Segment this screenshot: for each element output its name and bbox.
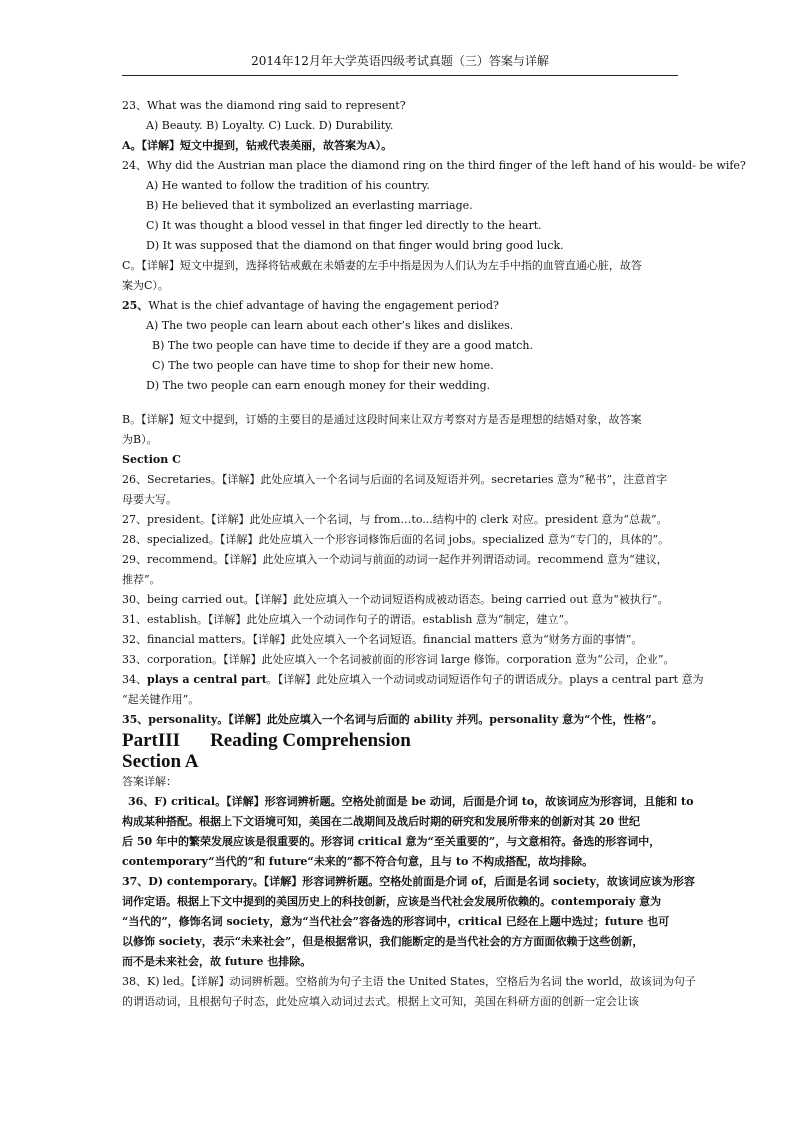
q25-answer-line1: B。【详解】短文中提到，订婚的主要目的是通过这段时间来让双方考察对方是否是理想的结婚对象，故答案 bbox=[122, 413, 642, 426]
q25-number: 25、 bbox=[122, 299, 149, 312]
part3-title: Reading Comprehension bbox=[210, 730, 411, 751]
section-c-item: 母要大写。 bbox=[122, 493, 177, 506]
q37-line: 而不是未来社会，故 future 也排除。 bbox=[122, 955, 312, 968]
q23-answer: A。【详解】短文中提到，钻戒代表美丽，故答案为A）。 bbox=[122, 139, 393, 152]
section-c-item: 28、specialized。【详解】此处应填入一个形容词修饰后面的名词 jobs。specialized 意为“专门的，具体的”。 bbox=[122, 533, 670, 546]
item34-explanation: 。【详解】此处应填入一个动词或动词短语作句子的谓语成分。plays a central part 意为 bbox=[266, 673, 704, 686]
section-c-item: 32、financial matters。【详解】此处应填入一个名词短语。financial matters 意为“财务方面的事情”。 bbox=[122, 633, 643, 646]
section-c-item-35: 35、personality。【详解】此处应填入一个名词与后面的 ability 并列。personality 意为“个性，性格”。 bbox=[122, 713, 663, 726]
section-c-item: 26、Secretaries。【详解】此处应填入一个名词与后面的名词及短语并列。secretaries 意为“秘书”，注意首字 bbox=[122, 473, 668, 486]
q37-line: “当代的”，修饰名词 society，意为“当代社会”容备选的形容词中，critical 已经在上题中选过；future 也可 bbox=[122, 915, 670, 928]
section-c-item-34-cont: “起关键作用”。 bbox=[122, 693, 200, 706]
q37-line: 37、D) contemporary。【详解】形容词辨析题。空格处前面是介词 of，后面是名词 society，故该词应该为形容 bbox=[122, 875, 695, 888]
q24-answer-line1: C。【详解】短文中提到，选择将钻戒戴在未婚妻的左手中指是因为人们认为左手中指的血管直通心脏，故答 bbox=[122, 259, 642, 272]
section-c-item-34 bbox=[122, 670, 704, 690]
q36-line: 36、F) critical。【详解】形容词辨析题。空格处前面是 be 动词，后面是介词 to，故该词应为形容词，且能和 to bbox=[128, 795, 694, 808]
q23-options: A) Beauty. B) Loyalty. C) Luck. D) Durability. bbox=[146, 119, 394, 132]
q25-text: What is the chief advantage of having the engagement period? bbox=[148, 299, 499, 312]
section-c-item: 33、corporation。【详解】此处应填入一个名词被前面的形容词 large 修饰。corporation 意为“公司，企业”。 bbox=[122, 653, 675, 666]
part3-part: PartIII bbox=[122, 730, 181, 751]
part3-section-a: Section A bbox=[122, 751, 199, 772]
section-c-item: 27、president。【详解】此处应填入一个名词，与 from…to...结构中的 clerk 对应。president 意为“总裁”。 bbox=[122, 513, 668, 526]
part3-heading bbox=[122, 730, 678, 752]
q38-line: 的谓语动词，且根据句子时态，此处应填入动词过去式。根据上文可知，美国在科研方面的创新一定会让该 bbox=[122, 995, 639, 1008]
q37-line: 词作定语。根据上下文中提到的美国历史上的科技创新，应该是当代社会发展所依赖的。contemporaiy 意为 bbox=[122, 895, 662, 908]
q24-option-d: D) It was supposed that the diamond on that finger would bring good luck. bbox=[146, 239, 564, 252]
section-c-item: 31、establish。【详解】此处应填入一个动词作句子的谓语。establish 意为“制定，建立”。 bbox=[122, 613, 576, 626]
section-c-title: Section C bbox=[122, 453, 181, 466]
q24-option-c: C) It was thought a blood vessel in that finger led directly to the heart. bbox=[146, 219, 542, 232]
section-c-item: 推荐”。 bbox=[122, 573, 161, 586]
q38-line: 38、K) led。【详解】动词辨析题。空格前为句子主语 the United States，空格后为名词 the world，故该词为句子 bbox=[122, 975, 696, 988]
section-c-item: 29、recommend。【详解】此处应填入一个动词与前面的动词一起作并列谓语动词。recommend 意为“建议， bbox=[122, 553, 668, 566]
item34-number: 34、 bbox=[122, 673, 147, 686]
q36-line: 后 50 年中的繁荣发展应该是很重要的。形容词 critical 意为“至关重要的”，与文意相符。备选的形容词中， bbox=[122, 835, 661, 848]
item34-answer: plays a central part bbox=[147, 673, 267, 686]
q36-line: contemporary“当代的”和 future“未来的”都不符合句意，且与 to 不构成搭配，故均排除。 bbox=[122, 855, 594, 868]
q36-line: 构成某种搭配。根据上下文语境可知，美国在二战期间及战后时期的研究和发展所带来的创新对其 20 世纪 bbox=[122, 815, 640, 828]
page-header bbox=[122, 52, 678, 76]
q24-question: 24、Why did the Austrian man place the diamond ring on the third finger of the left hand of his would- be wife? bbox=[122, 159, 746, 172]
q25-option-b: B) The two people can have time to decide if they are a good match. bbox=[152, 339, 534, 352]
q25-answer-line2: 为B）。 bbox=[122, 433, 158, 446]
q24-option-a: A) He wanted to follow the tradition of his country. bbox=[146, 179, 430, 192]
q24-answer-line2: 案为C）。 bbox=[122, 279, 169, 292]
q25-option-d: D) The two people can earn enough money for their wedding. bbox=[146, 379, 491, 392]
q37-line: 以修饰 society，表示“未来社会”，但是根据常识，我们能断定的是当代社会的方方面面依赖于这些创新， bbox=[122, 935, 644, 948]
q25-option-c: C) The two people can have time to shop for their new home. bbox=[152, 359, 494, 372]
part3-label: 答案详解： bbox=[122, 775, 177, 788]
section-c-item: 30、being carried out。【详解】此处应填入一个动词短语构成被动语态。being carried out 意为“被执行”。 bbox=[122, 593, 669, 606]
spacer bbox=[122, 396, 678, 410]
q24-option-b: B) He believed that it symbolized an everlasting marriage. bbox=[146, 199, 473, 212]
q25-question bbox=[122, 296, 678, 316]
page-content bbox=[122, 96, 746, 1012]
header-title: 2014年12月年大学英语四级考试真题（三）答案与详解 bbox=[251, 54, 549, 68]
q25-option-a: A) The two people can learn about each other’s likes and dislikes. bbox=[146, 319, 514, 332]
q23-question: 23、What was the diamond ring said to represent? bbox=[122, 99, 406, 112]
